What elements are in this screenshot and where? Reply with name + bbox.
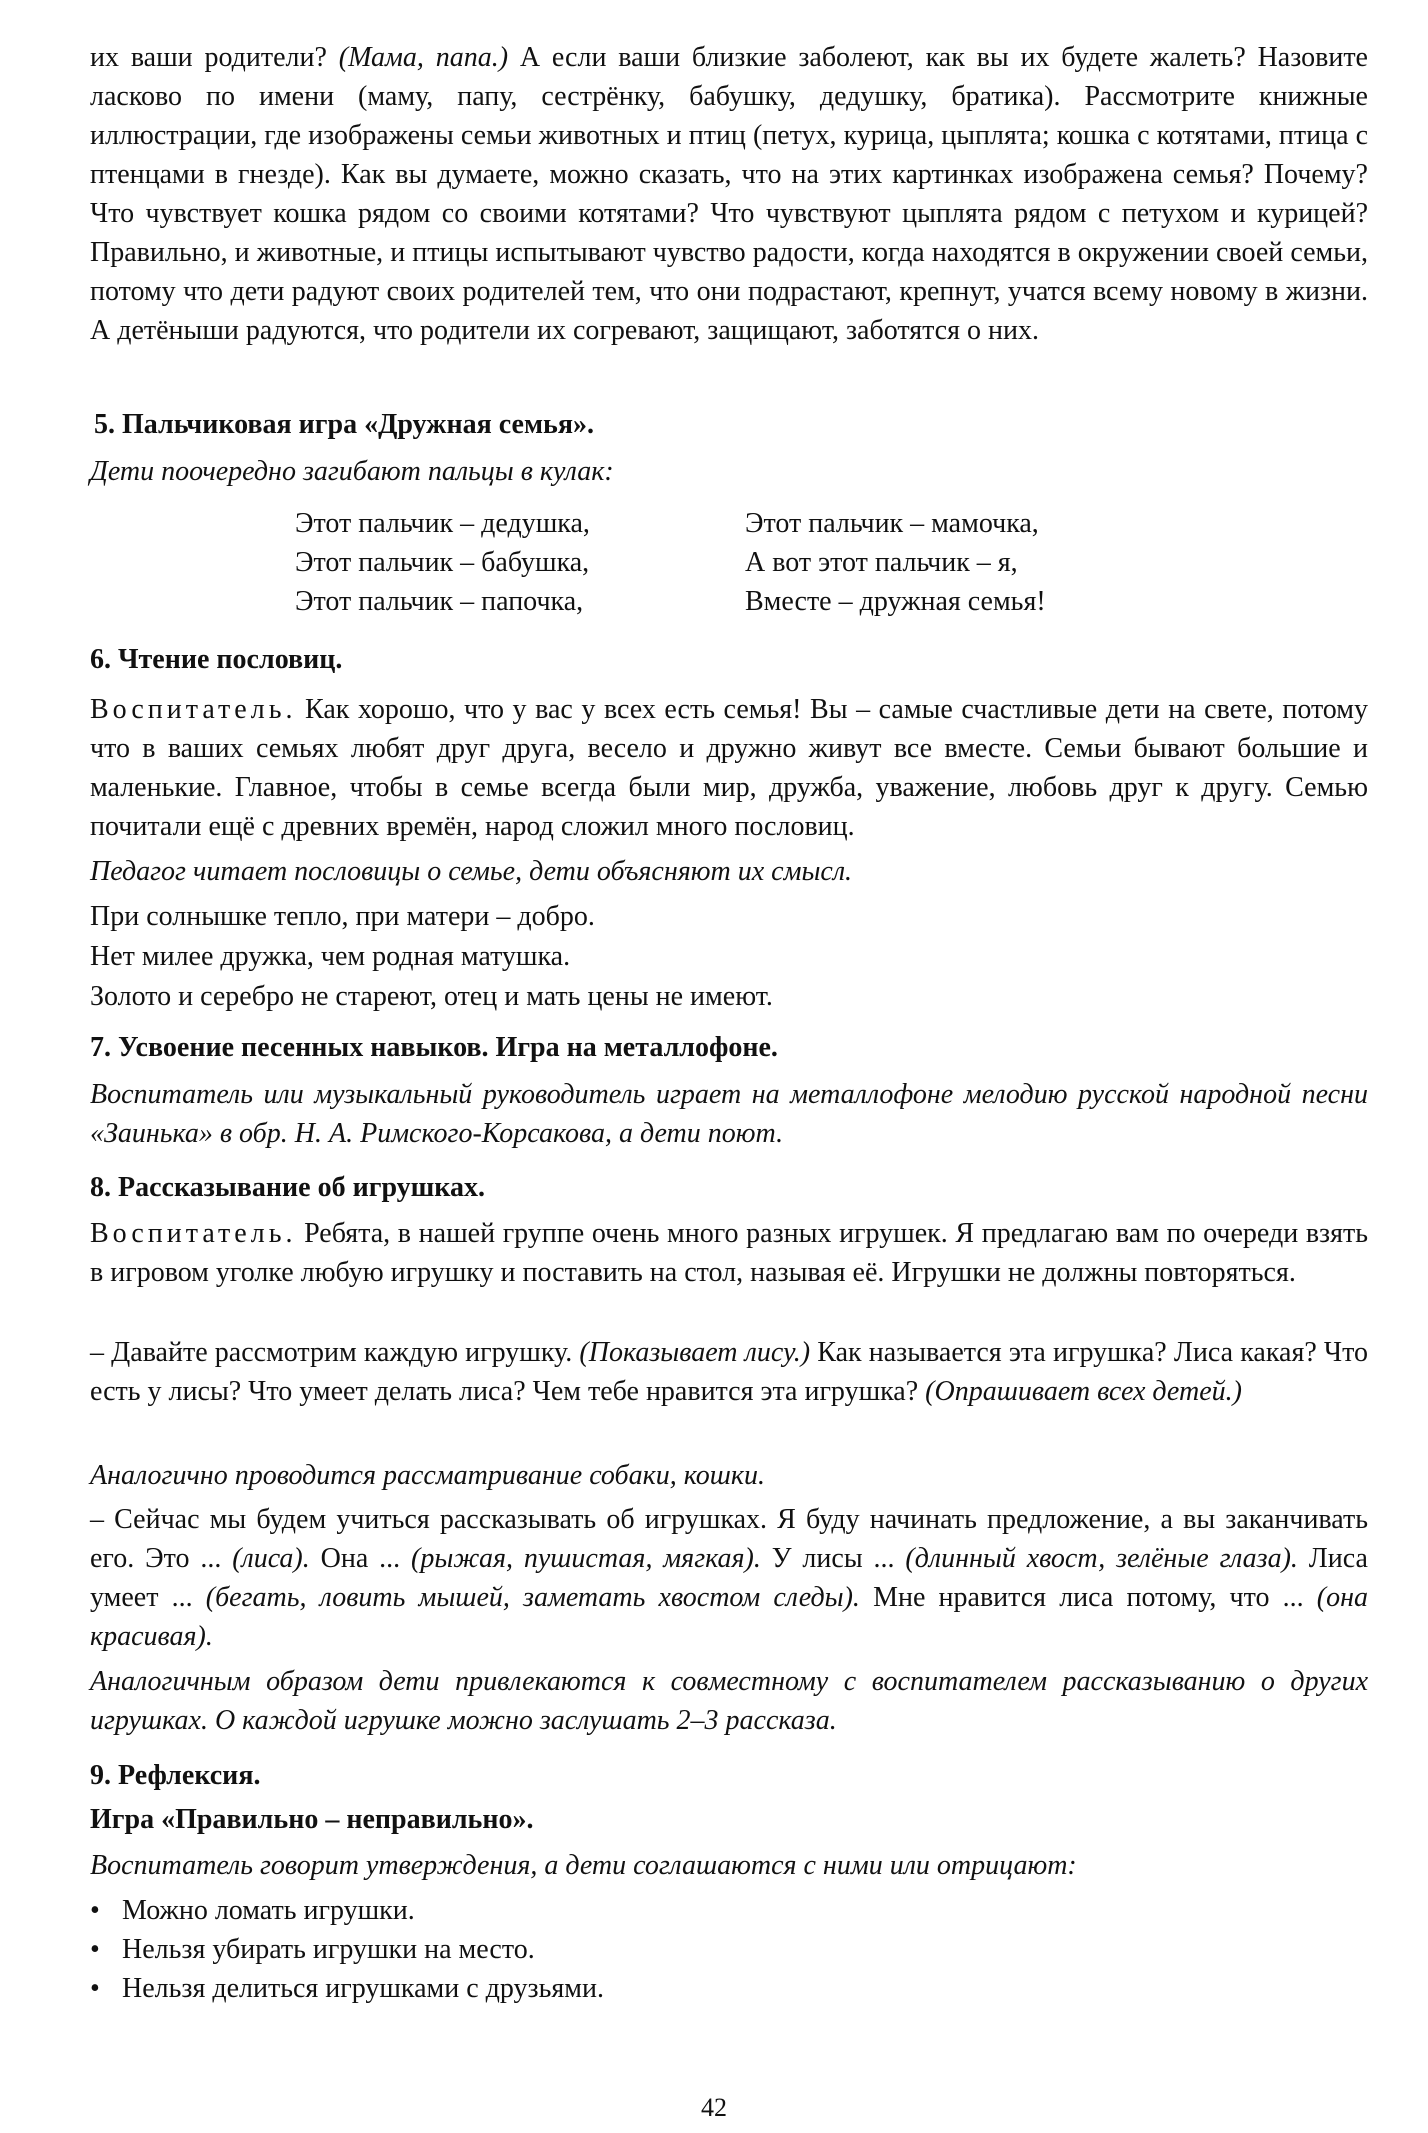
italic-note: (рыжая, пушистая, мягкая). xyxy=(411,1543,761,1574)
italic-note: (Показывает лису.) xyxy=(579,1337,811,1368)
section-7-instruction: Воспитатель или музыкальный руководитель играет на металлофоне мелодию русской народной песни «Заинька» в обр. Н. А. Римского-Корсакова, а дети поют. xyxy=(90,1079,1368,1149)
section-8-paragraph-2 xyxy=(90,1333,1368,1411)
speaker-label: Воспитатель. xyxy=(90,694,297,725)
bullet-icon: • xyxy=(90,1895,100,1926)
section-8-instruction-1: Аналогично проводится рассматривание собаки, кошки. xyxy=(90,1460,765,1491)
bullet-icon: • xyxy=(90,1934,100,1965)
section-7-heading: 7. Усвоение песенных навыков. Игра на металлофоне. xyxy=(90,1032,778,1063)
poem-right-column xyxy=(745,504,1046,621)
section-6-instruction: Педагог читает пословицы о семье, дети объясняют их смысл. xyxy=(90,856,853,887)
poem-left-column xyxy=(295,504,590,621)
italic-note: (длинный хвост, зелёные глаза). xyxy=(905,1543,1298,1574)
intro-text-a: их ваши родители? xyxy=(90,42,339,73)
section-8-heading: 8. Рассказывание об игрушках. xyxy=(90,1172,485,1203)
section-6-text: Как хорошо, что у вас у всех есть семья! Вы – самые счастливые дети на свете, потому что в ваших семьях любят друг друга, весело и дружно живут все вместе. Семьи бывают большие и маленькие. Главное, чтобы в семье всегда были мир, дружба, уважение, любовь друг к другу. Семью почитали ещё с древних времён, народ сложил много пословиц. xyxy=(90,694,1368,842)
proverb: Нет милее дружка, чем родная матушка. xyxy=(90,941,571,972)
intro-italic: (Мама, папа.) xyxy=(338,42,509,73)
list-item xyxy=(90,1891,1368,1930)
text: Мне нравится лиса потому, что ... xyxy=(859,1582,1317,1613)
poem-line: Вместе – дружная семья! xyxy=(745,586,1046,617)
text: У лисы ... xyxy=(760,1543,906,1574)
section-8-paragraph-3 xyxy=(90,1500,1368,1656)
proverb: При солнышке тепло, при матери – добро. xyxy=(90,901,595,932)
intro-text-b: А если ваши близкие заболеют, как вы их будете жалеть? Назовите ласково по имени (маму, папу, сестрёнку, бабушку, дедушку, братика). Рассмотрите книжные иллюстрации, где изображены семьи животных и птиц (петух, курица, цыплята; кошка с котятами, птица с птенцами в гнезде). Как вы думаете, можно сказать, что на этих картинках изображена семья? Почему? Что чувствует кошка рядом со своими котятами? Что чувствуют цыплята рядом с петухом и курицей? Правильно, и животные, и птицы испытывают чувство радости, когда находятся в окружении своей семьи, потому что дети радуют своих родителей тем, что они подрастают, крепнут, учатся всему новому в жизни. А детёныши радуются, что родители их согревают, защищают, заботятся о них. xyxy=(90,42,1368,346)
section-6-heading: 6. Чтение пословиц. xyxy=(90,644,343,675)
section-9-game-title: Игра «Правильно – неправильно». xyxy=(90,1804,534,1835)
text: – Сейчас мы будем учиться рассказывать об игрушках. Я буду начинать предложение, а вы заканчивать его. Это ... xyxy=(90,1504,1368,1574)
bullet-list xyxy=(90,1891,1368,2008)
list-item xyxy=(90,1969,1368,2008)
list-item-text: Можно ломать игрушки. xyxy=(122,1895,415,1926)
text: Как называется эта игрушка? Лиса какая? Что есть у лисы? Что умеет делать лиса? Чем тебе нравится эта игрушка? xyxy=(90,1337,1368,1407)
italic-note: (она красивая). xyxy=(90,1582,1369,1652)
list-item-text: Нельзя убирать игрушки на место. xyxy=(122,1934,535,1965)
section-6-paragraph xyxy=(90,690,1368,846)
section-8-paragraph-1 xyxy=(90,1214,1368,1292)
bullet-icon: • xyxy=(90,1973,100,2004)
poem-line: А вот этот пальчик – я, xyxy=(745,547,1018,578)
section-5-heading: 5. Пальчиковая игра «Дружная семья». xyxy=(94,409,594,440)
section-9-instruction: Воспитатель говорит утверждения, а дети соглашаются с ними или отрицают: xyxy=(90,1850,1077,1881)
text: – Давайте рассмотрим каждую игрушку. xyxy=(90,1337,580,1368)
section-8-instruction-2: Аналогичным образом дети привлекаются к совместному с воспитателем рассказыванию о других игрушках. О каждой игрушке можно заслушать 2–3 рассказа. xyxy=(90,1666,1368,1736)
italic-note: (бегать, ловить мышей, заметать хвостом следы). xyxy=(205,1582,860,1613)
list-item-text: Нельзя делиться игрушками с друзьями. xyxy=(122,1973,604,2004)
text: Она ... xyxy=(309,1543,412,1574)
italic-note: (лиса). xyxy=(232,1543,310,1574)
speaker-label: Воспитатель. xyxy=(90,1218,297,1249)
intro-paragraph xyxy=(90,38,1368,350)
proverb: Золото и серебро не стареют, отец и мать цены не имеют. xyxy=(90,981,773,1012)
page-number: 42 xyxy=(701,2093,727,2122)
section-5-instruction: Дети поочередно загибают пальцы в кулак: xyxy=(90,456,614,487)
poem-line: Этот пальчик – папочка, xyxy=(295,586,584,617)
list-item xyxy=(90,1930,1368,1969)
poem-line: Этот пальчик – мамочка, xyxy=(745,508,1039,539)
text: Лиса умеет ... xyxy=(90,1543,1368,1613)
italic-note: (Опрашивает всех детей.) xyxy=(925,1376,1242,1407)
poem-line: Этот пальчик – бабушка, xyxy=(295,547,590,578)
poem-line: Этот пальчик – дедушка, xyxy=(295,508,590,539)
section-9-heading: 9. Рефлексия. xyxy=(90,1760,261,1791)
section-8-text-1: Ребята, в нашей группе очень много разных игрушек. Я предлагаю вам по очереди взять в игровом уголке любую игрушку и поставить на стол, называя её. Игрушки не должны повторяться. xyxy=(90,1218,1368,1288)
